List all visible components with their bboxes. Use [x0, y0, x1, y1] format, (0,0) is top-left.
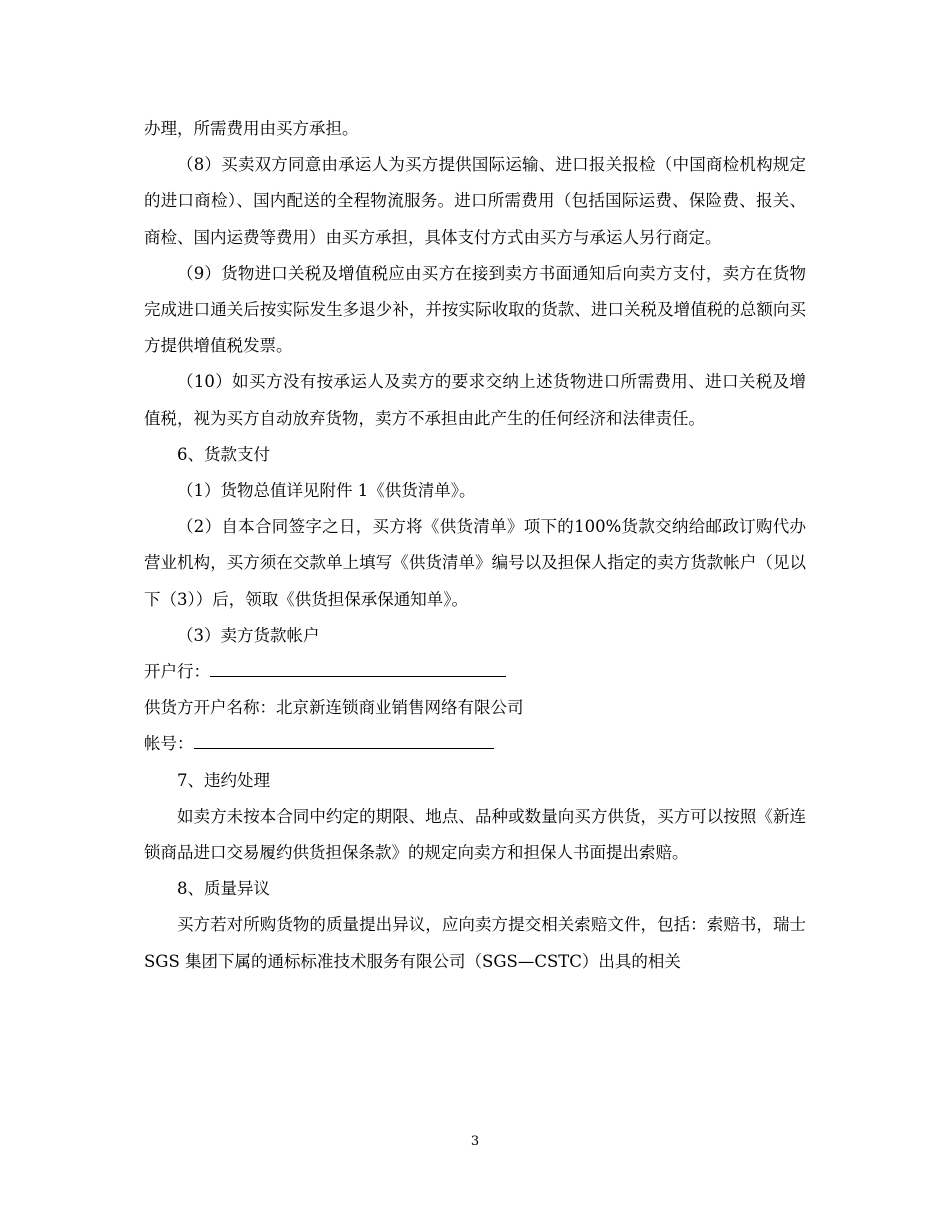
paragraph-item-8: （8）买卖双方同意由承运人为买方提供国际运输、进口报关报检（中国商检机构规定的进口商检）、国内配送的全程物流服务。进口所需费用（包括国际运费、保险费、报关、商检、国内运费等费用）由买方承担，具体支付方式由买方与承运人另行商定。 [144, 155, 806, 247]
section-heading-quality: 8、质量异议 [177, 879, 270, 899]
paragraph-payment-2: （2）自本合同签字之日，买方将《供货清单》项下的100%货款交纳给邮政订购代办营业机构，买方须在交款单上填写《供货清单》编号以及担保人指定的卖方货款帐户（见以下（3））后，领取《供货担保承保通知单》。 [144, 517, 806, 609]
paragraph-quality-body: 买方若对所购货物的质量提出异议，应向卖方提交相关索赔文件，包括：索赔书，瑞士 SGS 集团下属的通标标准技术服务有限公司（SGS—CSTC）出具的相关 [144, 915, 806, 971]
bank-field-blank [210, 675, 506, 677]
bank-field-label: 开户行： [144, 662, 210, 682]
paragraph-fee-continuation: 办理，所需费用由买方承担。 [144, 119, 359, 138]
account-field-row [144, 726, 806, 762]
paragraph-item-10: （10）如买方没有按承运人及卖方的要求交纳上述货物进口所需费用、进口关税及增值税，视为买方自动放弃货物，卖方不承担由此产生的任何经济和法律责任。 [144, 372, 806, 428]
paragraph-item-9: （9）货物进口关税及增值税应由买方在接到卖方书面通知后向卖方支付，卖方在货物完成进口通关后按实际发生多退少补，并按实际收取的货款、进口关税及增值税的总额向买方提供增值税发票。 [144, 263, 806, 356]
document-body [144, 111, 806, 980]
section-heading-breach: 7、违约处理 [177, 770, 270, 790]
paragraph-payment-1: （1）货物总值详见附件 1《供货清单》。 [177, 481, 476, 501]
account-field-label: 帐号： [144, 734, 194, 754]
page-number: 3 [470, 1134, 480, 1149]
paragraph-breach-body: 如卖方未按本合同中约定的期限、地点、品种或数量向买方供货，买方可以按照《新连锁商品进口交易履约供货担保条款》的规定向卖方和担保人书面提出索赔。 [144, 806, 806, 863]
section-heading-payment: 6、货款支付 [177, 444, 270, 464]
holder-field-value: 北京新连锁商业销售网络有限公司 [276, 698, 524, 718]
account-field-blank [194, 747, 494, 749]
holder-field-row [144, 690, 806, 726]
paragraph-payment-3: （3）卖方货款帐户 [177, 625, 320, 645]
bank-field-row [144, 654, 806, 690]
holder-field-label: 供货方开户名称： [144, 698, 276, 718]
